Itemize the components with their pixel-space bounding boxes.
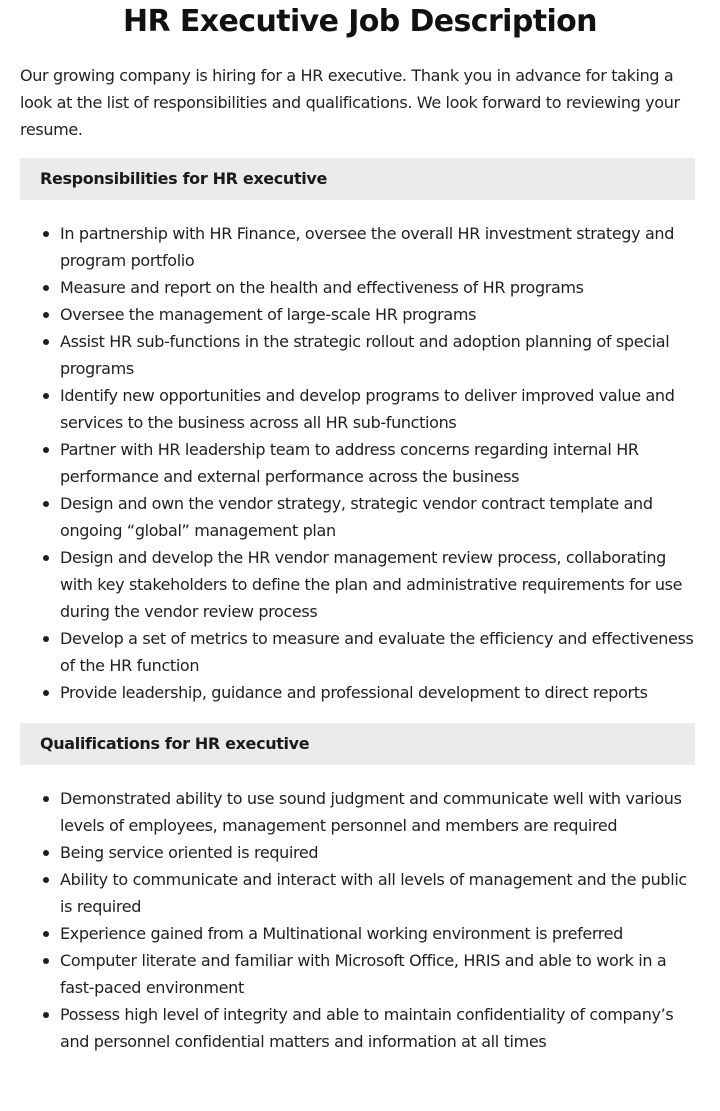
responsibilities-heading: Responsibilities for HR executive: [20, 158, 695, 200]
list-item: [60, 328, 700, 382]
list-item-text: Design and own the vendor strategy, strategic vendor contract template and ongoing “global” management plan: [60, 494, 653, 540]
list-item: [60, 436, 700, 490]
list-item-text: Develop a set of metrics to measure and evaluate the efficiency and effectiveness of the HR function: [60, 629, 694, 675]
bullet-icon: [43, 555, 49, 561]
list-item: [60, 866, 700, 920]
bullet-icon: [43, 796, 49, 802]
bullet-icon: [43, 231, 49, 237]
list-item: [60, 382, 700, 436]
list-item: [60, 220, 700, 274]
list-item: [60, 274, 700, 301]
list-item: [60, 920, 700, 947]
list-item: [60, 1001, 700, 1055]
list-item-text: Ability to communicate and interact with all levels of management and the public is required: [60, 870, 687, 916]
bullet-icon: [43, 690, 49, 696]
list-item-text: Measure and report on the health and effectiveness of HR programs: [60, 278, 584, 297]
list-item-text: Provide leadership, guidance and professional development to direct reports: [60, 683, 648, 702]
list-item: [60, 490, 700, 544]
list-item: [60, 625, 700, 679]
intro-paragraph: Our growing company is hiring for a HR executive. Thank you in advance for taking a look at the list of responsibilities and qualifications. We look forward to reviewing your resume.: [20, 66, 680, 139]
bullet-icon: [43, 285, 49, 291]
list-item: [60, 839, 700, 866]
list-item: [60, 785, 700, 839]
list-item-text: In partnership with HR Finance, oversee the overall HR investment strategy and program portfolio: [60, 224, 675, 270]
bullet-icon: [43, 877, 49, 883]
bullet-icon: [43, 447, 49, 453]
qualifications-list: [0, 785, 720, 1055]
list-item: [60, 947, 700, 1001]
list-item: [60, 679, 700, 706]
page-title: HR Executive Job Description: [123, 4, 597, 39]
list-item: [60, 544, 700, 625]
bullet-icon: [43, 636, 49, 642]
bullet-icon: [43, 312, 49, 318]
list-item-text: Experience gained from a Multinational working environment is preferred: [60, 924, 623, 943]
responsibilities-list: [0, 220, 720, 706]
bullet-icon: [43, 850, 49, 856]
list-item-text: Demonstrated ability to use sound judgment and communicate well with various levels of employees, management personnel and members are required: [60, 789, 682, 835]
bullet-icon: [43, 393, 49, 399]
list-item-text: Identify new opportunities and develop programs to deliver improved value and services to the business across all HR sub-functions: [60, 386, 675, 432]
list-item-text: Being service oriented is required: [60, 843, 319, 862]
bullet-icon: [43, 501, 49, 507]
bullet-icon: [43, 931, 49, 937]
qualifications-heading: Qualifications for HR executive: [20, 723, 695, 765]
bullet-icon: [43, 1012, 49, 1018]
list-item-text: Design and develop the HR vendor management review process, collaborating with key stakeholders to define the plan and administrative requirements for use during the vendor review process: [60, 548, 683, 621]
bullet-icon: [43, 339, 49, 345]
bullet-icon: [43, 958, 49, 964]
list-item-text: Computer literate and familiar with Microsoft Office, HRIS and able to work in a fast-paced environment: [60, 951, 667, 997]
list-item: [60, 301, 700, 328]
list-item-text: Assist HR sub-functions in the strategic rollout and adoption planning of special programs: [60, 332, 670, 378]
list-item-text: Possess high level of integrity and able to maintain confidentiality of company’s and personnel confidential matters and information at all times: [60, 1005, 674, 1051]
list-item-text: Oversee the management of large-scale HR programs: [60, 305, 477, 324]
list-item-text: Partner with HR leadership team to address concerns regarding internal HR performance and external performance across the business: [60, 440, 639, 486]
